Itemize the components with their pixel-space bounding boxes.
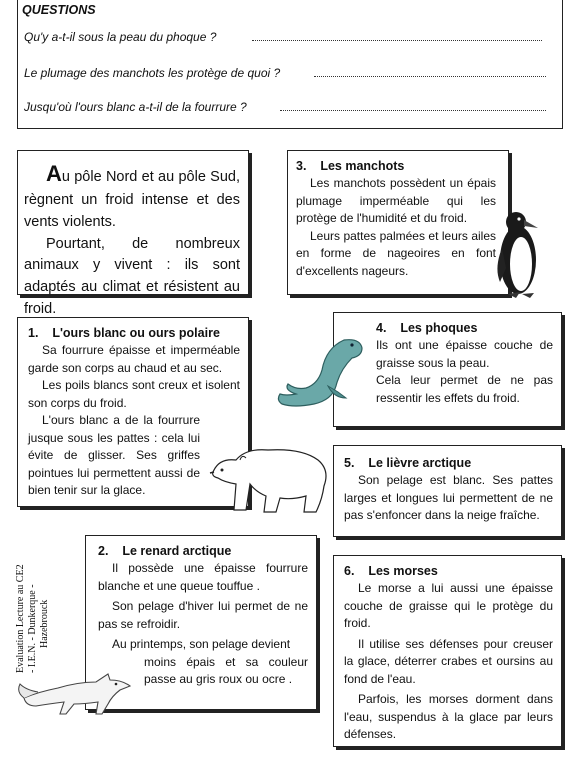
section-paragraph: Les manchots possèdent un épais plumage imperméable qui les protège de l'humidité et du froid.: [296, 176, 496, 225]
section-paragraph: Leurs pattes palmées et leurs ailes en forme de nageoires en font d'excellents nageurs.: [296, 228, 496, 278]
question-3: Jusqu'où l'ours blanc a-t-il de la fourrure ?: [24, 100, 247, 114]
section-paragraph: Son pelage est blanc. Ses pattes larges et longues lui permettent de ne pas s'enfoncer dans la neige fraîche.: [344, 473, 553, 522]
answer-line-2[interactable]: [314, 76, 546, 77]
section-paragraph: Au printemps, son pelage devient: [112, 637, 291, 651]
intro-paragraph-1: [24, 157, 240, 234]
question-2: Le plumage des manchots les protège de quoi ?: [24, 66, 281, 80]
polar-bear-illustration: [206, 440, 332, 516]
section-heading: 6. Les morses: [344, 564, 438, 578]
intro-box: [17, 150, 249, 317]
section-paragraph: Ils ont une épaisse couche de graisse sous la peau.: [376, 338, 553, 370]
questions-box: [17, 0, 563, 129]
section-paragraph: Sa fourrure épaisse et imperméable garde son corps au chaud et au sec.: [28, 343, 240, 375]
side-note: [3, 528, 50, 673]
side-note-line-2: - I.E.N. - Dunkerque -: [27, 584, 38, 673]
intro-paragraph-2: Pourtant, de nombreux animaux y vivent : ils sont adaptés au climat et résistent au froid.: [24, 235, 240, 317]
section-morses: [333, 555, 562, 747]
section-paragraph: Il possède une épaisse fourrure blanche et une queue touffue .: [98, 561, 308, 593]
side-note-line-3: Hazebrouck: [39, 599, 50, 648]
section-paragraph: moins épais et sa couleur passe au gris roux ou ocre .: [144, 654, 308, 686]
intro-text-1: u pôle Nord et au pôle Sud, règnent un froid intense et des vents violents.: [24, 169, 240, 230]
questions-title: QUESTIONS: [22, 3, 96, 17]
section-paragraph: Son pelage d'hiver lui permet de ne pas se refroidir.: [98, 599, 308, 631]
section-heading: 3. Les manchots: [296, 159, 405, 173]
penguin-illustration: [490, 208, 546, 300]
section-paragraph: Il utilise ses défenses pour creuser la glace, déterrer crabes et oursins au fond de l'eau.: [344, 636, 553, 686]
section-heading: 4. Les phoques: [376, 321, 478, 335]
section-heading: 2. Le renard arctique: [98, 544, 232, 558]
section-paragraph: Les poils blancs sont creux et isolent son corps du froid.: [28, 378, 240, 410]
answer-line-1[interactable]: [252, 40, 542, 41]
section-paragraph: L'ours blanc a de la fourrure jusque sous les pattes : cela lui évite de glisser. Ses griffes pointues lui permettent aussi de bien tenir sur la glace.: [28, 413, 200, 497]
seal-illustration: [274, 334, 370, 412]
section-heading: 5. Le lièvre arctique: [344, 456, 472, 470]
section-lievre: [333, 445, 562, 537]
section-paragraph: Le morse a lui aussi une épaisse couche de graisse qui le protège du froid.: [344, 581, 553, 630]
side-note-line-1: Evaluation Lecture au CE2: [15, 564, 26, 673]
answer-line-3[interactable]: [280, 110, 546, 111]
section-manchots: [287, 150, 509, 295]
section-paragraph: Cela leur permet de ne pas ressentir les effets du froid.: [376, 373, 553, 405]
question-1: Qu'y a-t-il sous la peau du phoque ?: [24, 30, 217, 44]
section-paragraph: Parfois, les morses dorment dans l'eau, suspendus à la glace par leurs défenses.: [344, 692, 553, 741]
section-heading: 1. L'ours blanc ou ours polaire: [28, 326, 220, 340]
intro-dropcap: A: [46, 161, 62, 186]
